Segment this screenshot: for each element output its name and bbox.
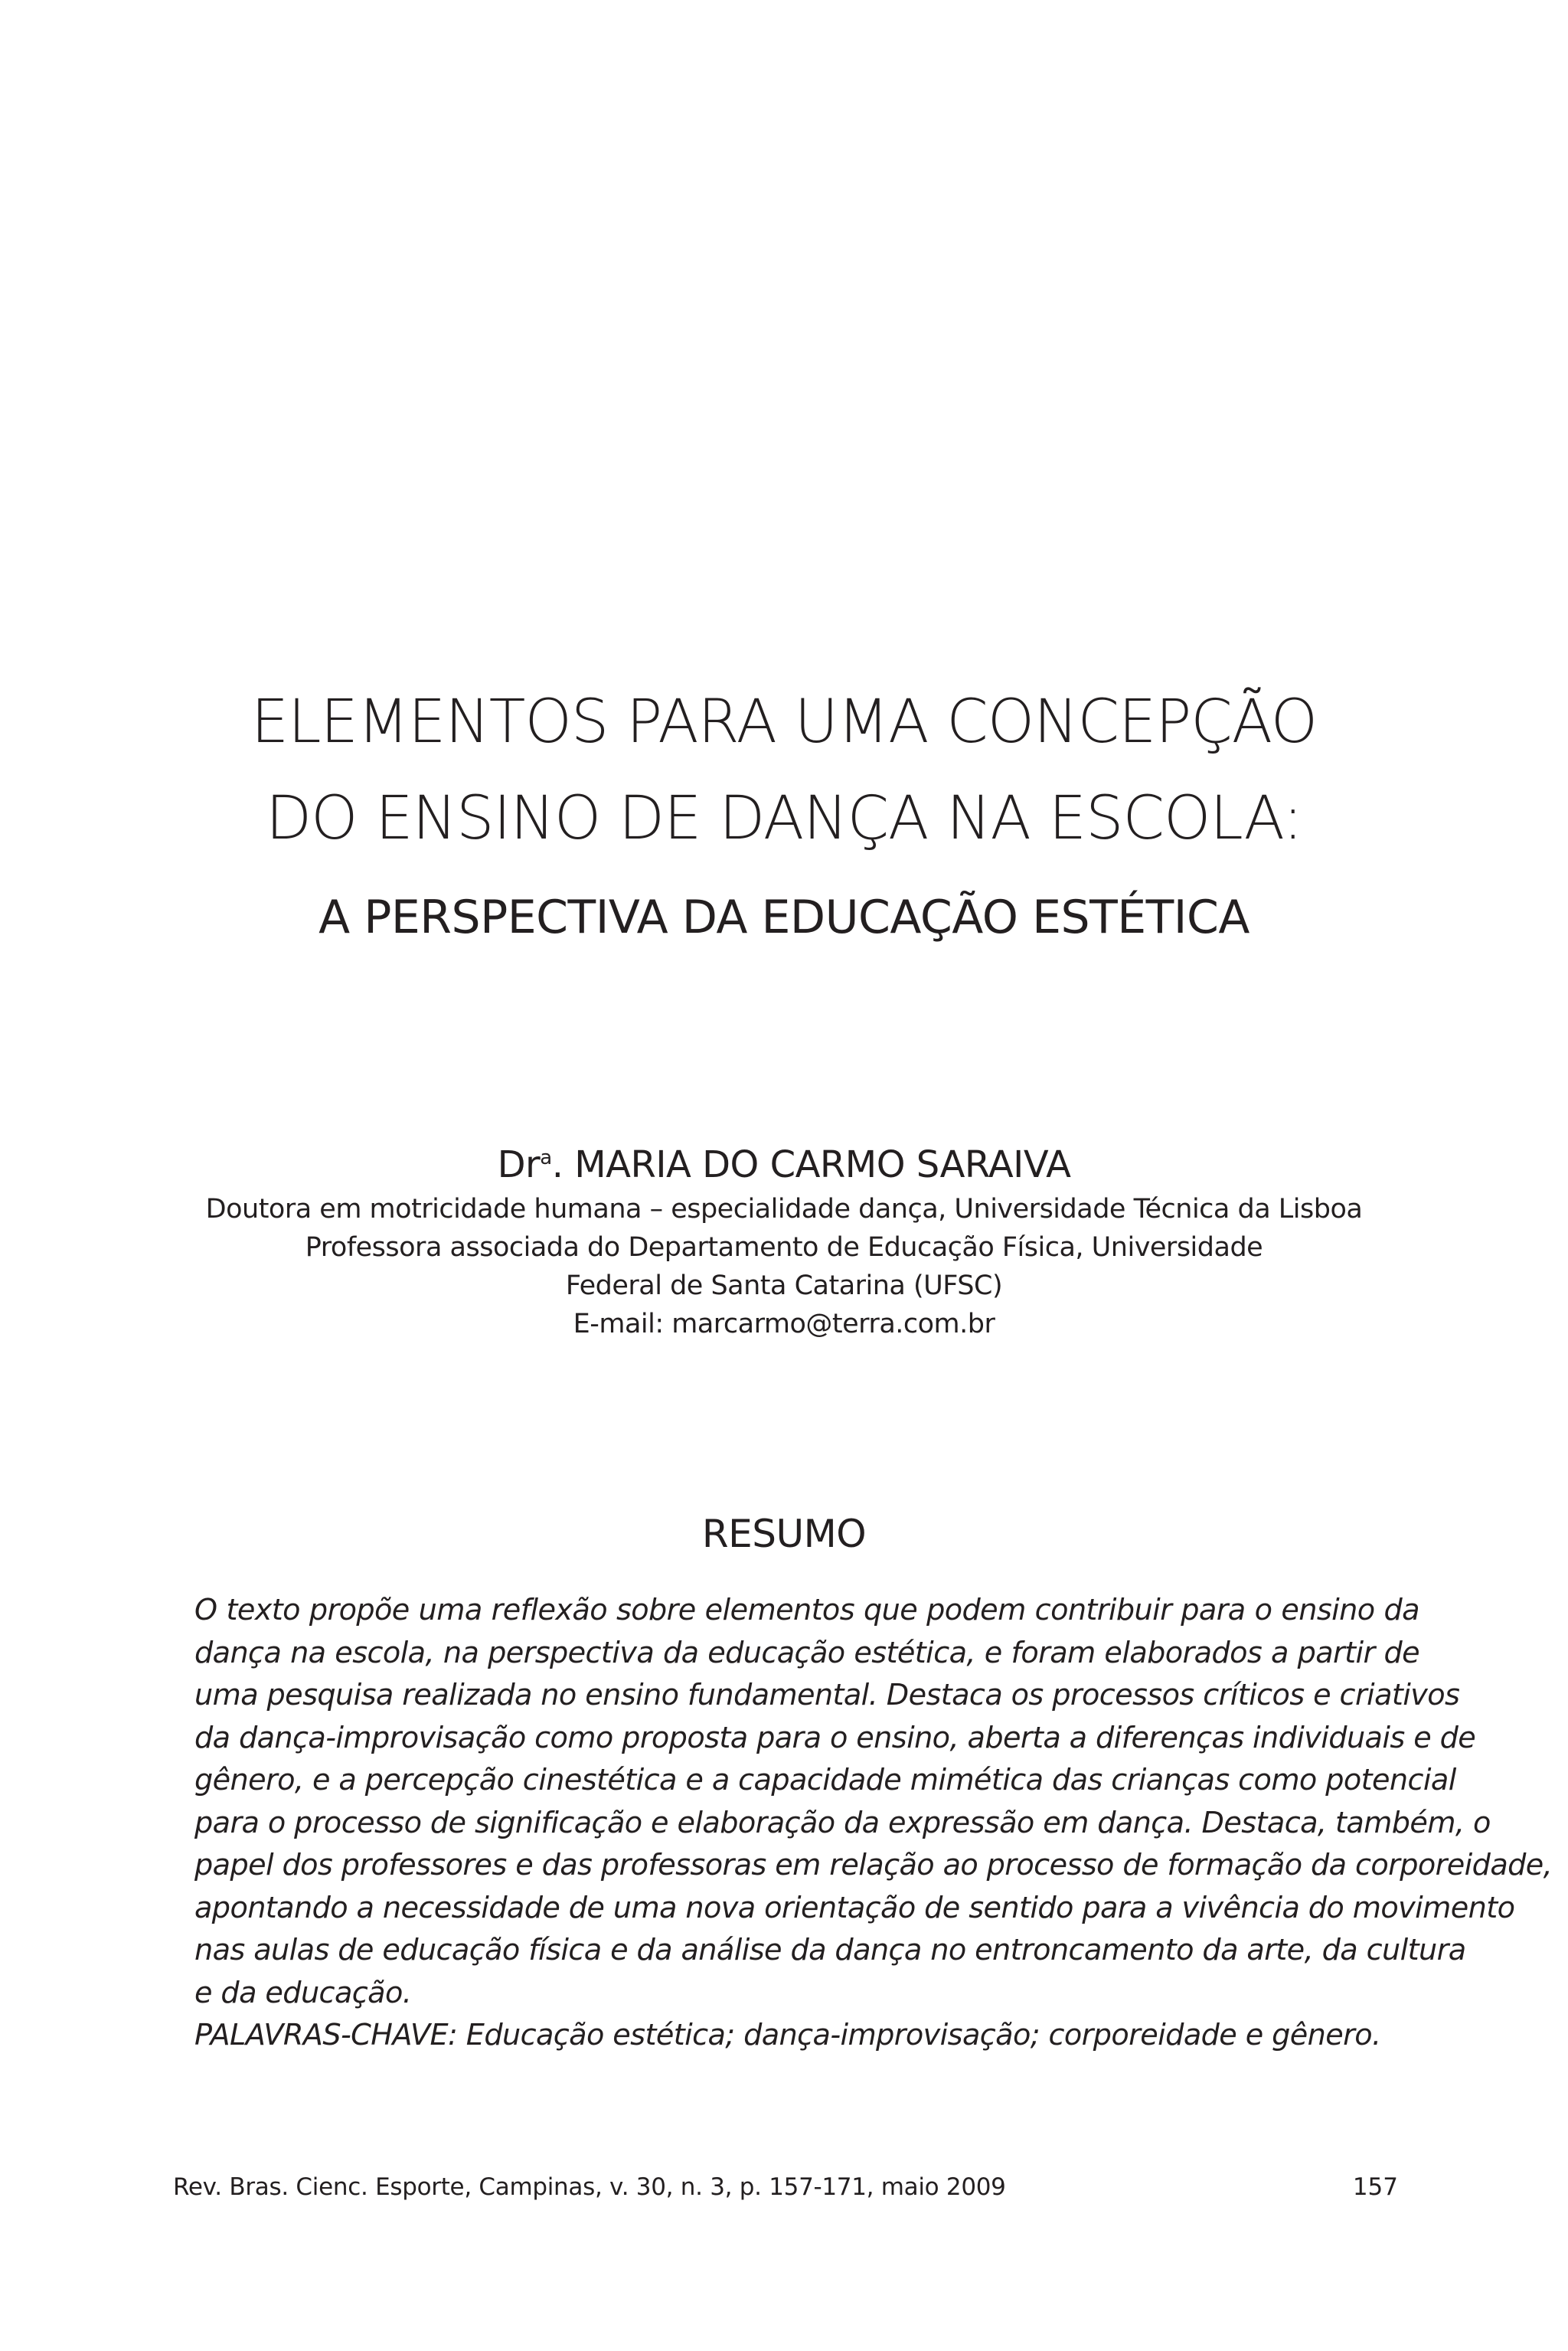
article-title-line-2: DO ENSINO DE DANÇA NA ESCOLA: (266, 784, 1302, 853)
abstract-line: papel dos professores e das professoras em relação ao processo de formação da corporeidade, (194, 1849, 1553, 1882)
abstract-line: apontando a necessidade de uma nova orientação de sentido para a vivência do movimento (194, 1891, 1515, 1925)
article-title-line-1: ELEMENTOS PARA UMA CONCEPÇÃO (250, 688, 1318, 757)
abstract-line: nas aulas de educação física e da análise da dança no entroncamento da arte, da cultura (194, 1934, 1466, 1967)
abstract-line: e da educação. (194, 1976, 412, 2010)
abstract-line: da dança-improvisação como proposta para o ensino, aberta a diferenças individuais e de (194, 1721, 1476, 1755)
author-affiliation-1: Doutora em motricidade humana – especialidade dança, Universidade Técnica da Lisboa (205, 1194, 1363, 1225)
abstract-line: dança na escola, na perspectiva da educação estética, e foram elaborados a partir de (194, 1636, 1419, 1670)
abstract-body (194, 1590, 1553, 2058)
author-name (0, 1140, 1568, 1190)
author-affiliation-2: Professora associada do Departamento de Educação Física, Universidade (305, 1232, 1263, 1263)
article-subtitle: A PERSPECTIVA DA EDUCAÇÃO ESTÉTICA (318, 891, 1250, 944)
article-title-block (0, 674, 1568, 948)
author-affiliation-3: Federal de Santa Catarina (UFSC) (565, 1270, 1003, 1301)
footer-citation: Rev. Bras. Cienc. Esporte, Campinas, v. 30, n. 3, p. 157-171, maio 2009 (173, 2173, 1006, 2201)
abstract-line: O texto propõe uma reflexão sobre elementos que podem contribuir para o ensino da (194, 1594, 1419, 1627)
author-block (0, 1140, 1568, 1343)
keywords: PALAVRAS-CHAVE: Educação estética; dança-improvisação; corporeidade e gênero. (194, 2019, 1381, 2052)
author-prefix: Dr (497, 1143, 541, 1186)
author-email: E-mail: marcarmo@terra.com.br (573, 1309, 995, 1339)
abstract-line: uma pesquisa realizada no ensino fundamental. Destaca os processos críticos e criativos (194, 1679, 1460, 1712)
author-name-text: . MARIA DO CARMO SARAIVA (551, 1143, 1071, 1186)
author-prefix-superscript: a (540, 1146, 552, 1169)
abstract-line: gênero, e a percepção cinestética e a capacidade mimética das crianças como potencial (194, 1764, 1456, 1797)
abstract-heading: RESUMO (701, 1512, 867, 1556)
page-number: 157 (1352, 2173, 1398, 2201)
abstract-line: para o processo de significação e elaboração da expressão em dança. Destaca, também, o (194, 1806, 1491, 1840)
